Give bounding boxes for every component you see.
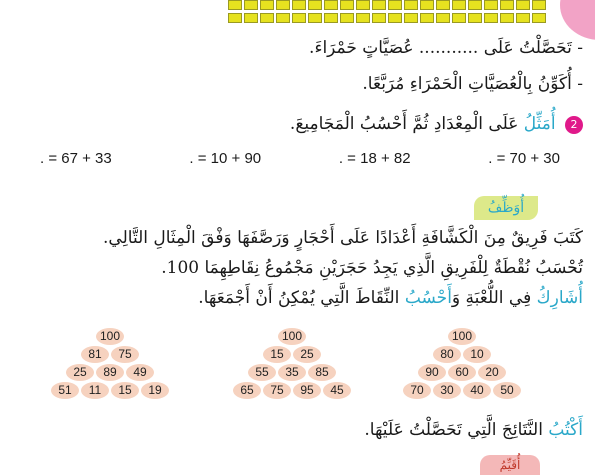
number-stone: 50 <box>493 382 521 399</box>
unit-square <box>436 0 450 10</box>
unit-square <box>244 0 258 10</box>
unit-square <box>372 13 386 23</box>
verb-participate: أُشَارِكُ <box>536 288 583 308</box>
number-stone: 49 <box>126 364 154 381</box>
number-stone: 70 <box>403 382 431 399</box>
number-stone: 20 <box>478 364 506 381</box>
number-stone: 30 <box>433 382 461 399</box>
number-stone: 75 <box>263 382 291 399</box>
equation: . = 10 + 90 <box>189 150 262 167</box>
unit-square <box>276 13 290 23</box>
stone-pyramid-left <box>40 328 180 408</box>
number-stone: 40 <box>463 382 491 399</box>
section-tag-apply: أُوَظِّفُ <box>474 196 538 220</box>
unit-square <box>228 13 242 23</box>
unit-square <box>468 0 482 10</box>
unit-square <box>404 0 418 10</box>
unit-square <box>244 13 258 23</box>
unit-square <box>340 13 354 23</box>
unit-square <box>356 13 370 23</box>
verb-write: أَكْتُبُ <box>548 420 583 440</box>
number-stone: 15 <box>111 382 139 399</box>
unit-square <box>420 13 434 23</box>
line-write-results <box>364 420 583 440</box>
page-corner-decoration <box>560 0 595 40</box>
paragraph-points-rule: تُحْسَبُ نُقْطَةٌ لِلْفَرِيقِ الَّذِي يَجِدُ حَجَرَيْنِ مَجْمُوعُ نِقَاطِهِمَا 100. <box>161 258 583 278</box>
number-stone: 25 <box>66 364 94 381</box>
unit-square <box>452 13 466 23</box>
unit-square <box>292 13 306 23</box>
equation: . = 18 + 82 <box>338 150 411 167</box>
paragraph-scouts: كَتَبَ فَرِيقٌ مِنَ الْكَشَّافَةِ أَعْدَادًا عَلَى أَحْجَارٍ وَرَصَّفَهَا وَفْقَ الْمِثَالِ التَّالِي. <box>103 228 583 248</box>
unit-square <box>292 0 306 10</box>
unit-square <box>388 0 402 10</box>
unit-square <box>452 0 466 10</box>
number-stone: 95 <box>293 382 321 399</box>
unit-square <box>308 13 322 23</box>
unit-square <box>500 13 514 23</box>
stone-pyramid-middle <box>222 328 362 408</box>
number-stone: 60 <box>448 364 476 381</box>
unit-square <box>260 13 274 23</box>
equations-row <box>40 150 560 167</box>
unit-square <box>532 13 546 23</box>
unit-square <box>484 13 498 23</box>
text-in-game: فِي اللُّعْبَةِ وَ <box>451 288 532 308</box>
unit-square <box>420 0 434 10</box>
line-make-square: - أُكَوِّنُ بِالْعُصَيَّاتِ الْحَمْرَاءِ مُرَبَّعًا. <box>362 74 583 94</box>
exercise-2-heading <box>290 114 583 134</box>
number-stone: 89 <box>96 364 124 381</box>
unit-square <box>340 0 354 10</box>
equation: . = 70 + 30 <box>488 150 560 167</box>
unit-square <box>516 0 530 10</box>
number-stone: 45 <box>323 382 351 399</box>
unit-square <box>228 0 242 10</box>
unit-square <box>388 13 402 23</box>
unit-square <box>324 0 338 10</box>
number-stone: 10 <box>463 346 491 363</box>
number-stone: 25 <box>293 346 321 363</box>
unit-square <box>324 13 338 23</box>
number-stone: 75 <box>111 346 139 363</box>
unit-square <box>516 13 530 23</box>
unit-square <box>372 0 386 10</box>
number-stone: 65 <box>233 382 261 399</box>
unit-square <box>484 0 498 10</box>
number-stone: 100 <box>278 328 306 345</box>
unit-square <box>436 13 450 23</box>
number-stone: 11 <box>81 382 109 399</box>
equation: . = 67 + 33 <box>40 150 112 167</box>
stone-pyramid-right <box>392 328 532 408</box>
unit-square <box>532 0 546 10</box>
exercise-2-verb: أُمَثِّلُ <box>523 114 556 134</box>
number-stone: 100 <box>96 328 124 345</box>
unit-square <box>468 13 482 23</box>
unit-square <box>500 0 514 10</box>
section-tag-assess: أُقَيِّمُ <box>480 455 540 475</box>
number-stone: 100 <box>448 328 476 345</box>
unit-square <box>260 0 274 10</box>
unit-square <box>356 0 370 10</box>
number-stone: 55 <box>248 364 276 381</box>
unit-squares-strip <box>228 0 550 24</box>
number-stone: 90 <box>418 364 446 381</box>
unit-square <box>404 13 418 23</box>
number-stone: 19 <box>141 382 169 399</box>
number-stone: 35 <box>278 364 306 381</box>
verb-calculate: أَحْسُبُ <box>404 288 452 308</box>
exercise-number-badge: 2 <box>565 116 583 134</box>
number-stone: 80 <box>433 346 461 363</box>
number-stone: 51 <box>51 382 79 399</box>
number-stone: 81 <box>81 346 109 363</box>
text-results: النَّتَائِجَ الَّتِي تَحَصَّلْتُ عَلَيْهَا. <box>364 420 543 440</box>
line-red-sticks: - تَحَصَّلْتُ عَلَى ........... عُصَيَّاتٍ حَمْرَاءَ. <box>309 38 583 58</box>
number-stone: 85 <box>308 364 336 381</box>
number-stone: 15 <box>263 346 291 363</box>
text-points: النِّقَاطَ الَّتِي يُمْكِنُ أَنْ أَجْمَعَهَا. <box>198 288 400 308</box>
unit-square <box>308 0 322 10</box>
exercise-2-instruction: عَلَى الْمِعْدَادِ ثُمَّ أَحْسُبُ الْمَجَامِيعَ. <box>289 114 519 134</box>
paragraph-play <box>198 288 583 308</box>
unit-square <box>276 0 290 10</box>
